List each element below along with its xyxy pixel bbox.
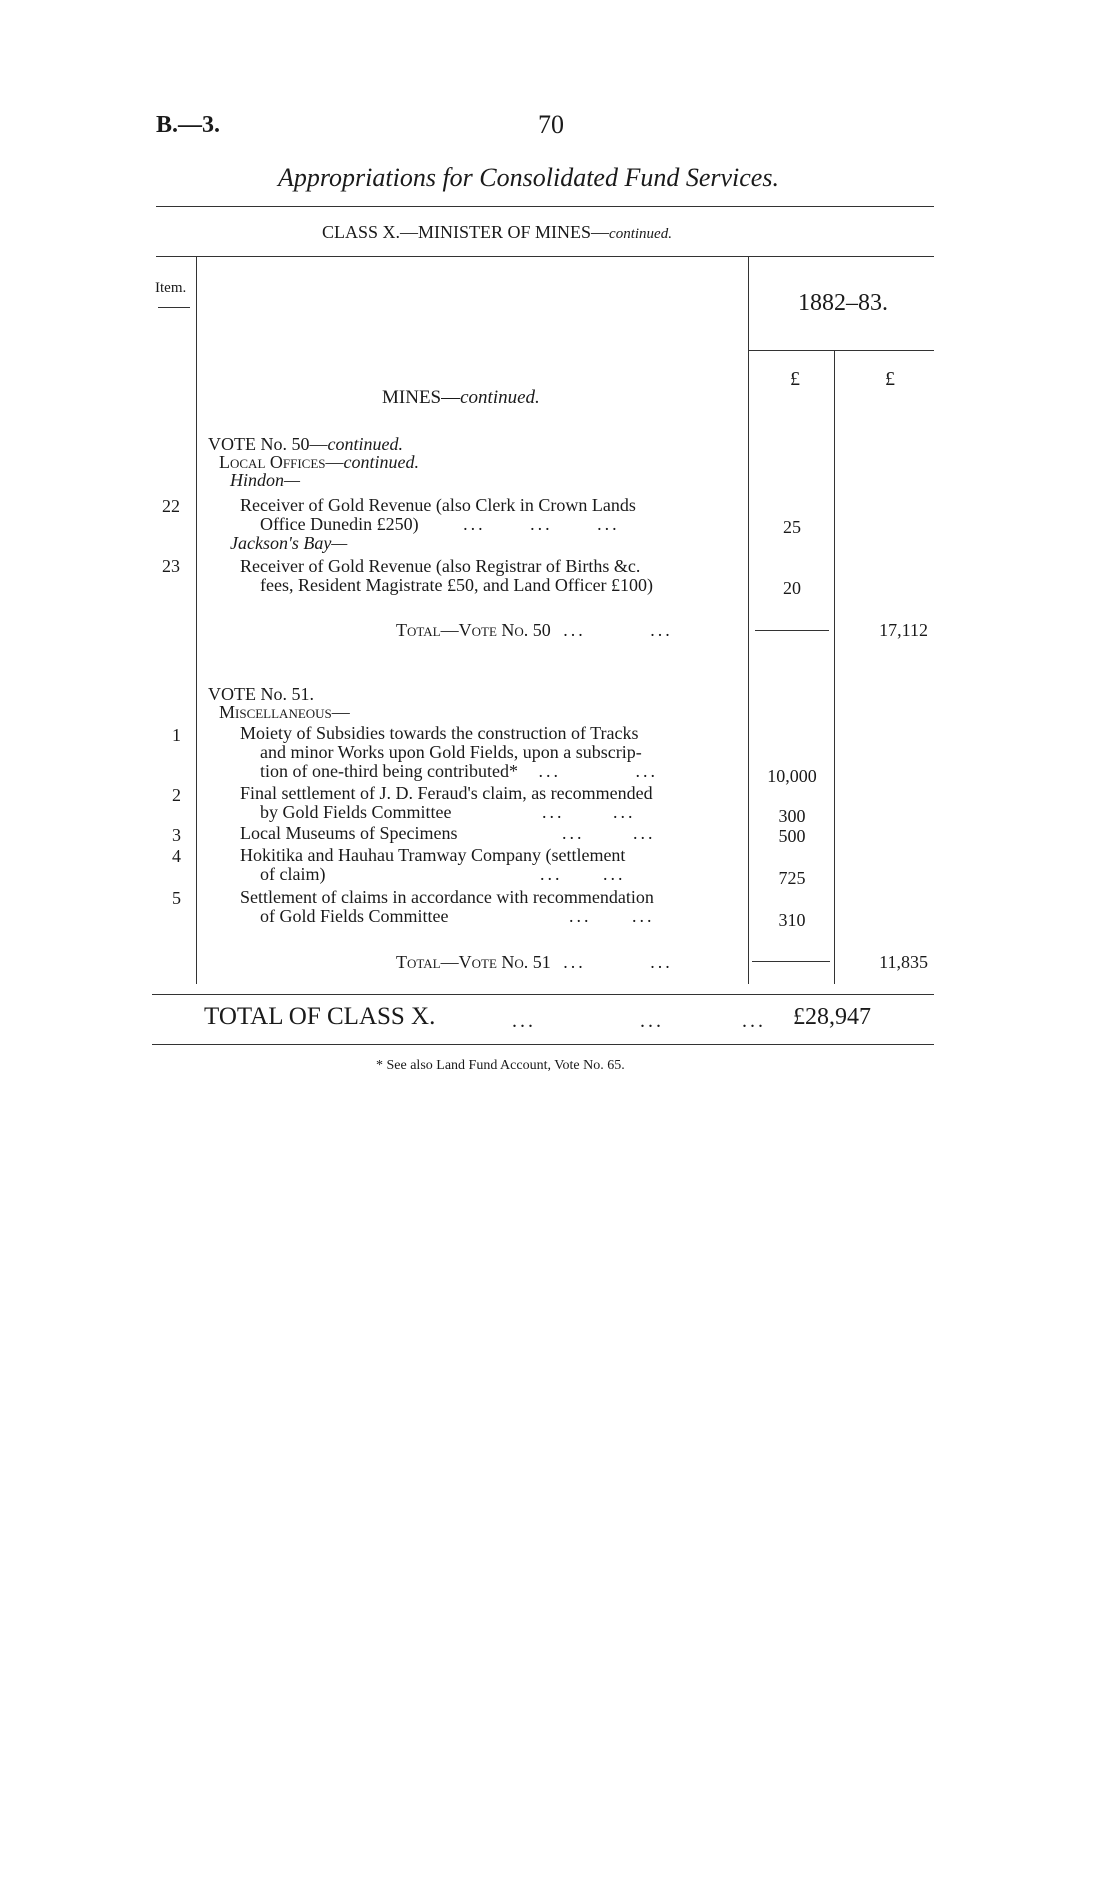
leader-dots: ... xyxy=(463,514,486,534)
vote51-total-amount: 11,835 xyxy=(879,952,928,972)
item-5-text-line1: Settlement of claims in accordance with recommendation xyxy=(240,887,654,907)
item-22-text-line1: Receiver of Gold Revenue (also Clerk in Crown Lands xyxy=(240,495,636,515)
year-header: 1882–83. xyxy=(798,290,888,316)
rule-table-bottom xyxy=(152,994,934,995)
item-23-text-line2: fees, Resident Magistrate £50, and Land Officer £100) xyxy=(260,575,654,595)
vote50-heading xyxy=(208,434,403,454)
item-3-text-line1 xyxy=(240,823,655,843)
item-1-amount: 10,000 xyxy=(767,766,817,786)
item-2-text-line2-label: by Gold Fields Committee xyxy=(260,802,452,822)
page-title: Appropriations for Consolidated Fund Services. xyxy=(278,163,779,192)
currency-col2-header: £ xyxy=(885,368,895,390)
class-heading-prefix: CLASS X.—MINISTER OF MINES— xyxy=(322,222,610,242)
vote50-subheading xyxy=(219,452,419,472)
item-1-text-line1: Moiety of Subsidies towards the construction of Tracks xyxy=(240,723,639,743)
item-1-number: 1 xyxy=(172,725,181,745)
item-5-text-line2 xyxy=(260,906,655,926)
item-3-text-line1-label: Local Museums of Specimens xyxy=(240,823,458,843)
place-hindon: Hindon— xyxy=(230,470,301,490)
item-4-number: 4 xyxy=(172,846,181,866)
vote50-total-label xyxy=(396,620,673,640)
amount-column-mid-divider xyxy=(834,350,835,984)
vote51-total-text: Total—Vote No. 51 xyxy=(396,952,551,972)
item-22-text-line2-label: Office Dunedin £250) xyxy=(260,514,419,534)
leader-dots: ... xyxy=(632,823,656,843)
place-jacksons-bay: Jackson's Bay— xyxy=(230,533,348,553)
item-4-amount: 725 xyxy=(778,868,806,888)
footnote: * See also Land Fund Account, Vote No. 65. xyxy=(376,1058,625,1073)
item-22-text-line2 xyxy=(260,514,620,534)
leader-dots: ... xyxy=(602,864,626,884)
item-5-number: 5 xyxy=(172,888,181,908)
rule-grand-total xyxy=(152,1044,934,1045)
leader-dots: ... xyxy=(563,952,586,972)
item-23-text-line1: Receiver of Gold Revenue (also Registrar of Births &c. xyxy=(240,556,641,576)
item-22-amount: 25 xyxy=(783,517,801,537)
class-heading-suffix: continued. xyxy=(609,226,672,242)
year-header-rule xyxy=(748,350,934,351)
leader-dots: ... xyxy=(563,620,586,640)
section-heading-suffix: continued. xyxy=(460,387,540,408)
leader-dots: ... xyxy=(569,906,592,926)
vote50-subheading-suffix: continued. xyxy=(343,452,419,472)
vote50-total-text: Total—Vote No. 50 xyxy=(396,620,551,640)
leader-dots: ... xyxy=(613,802,636,822)
grand-total-label: TOTAL OF CLASS X. xyxy=(204,1003,436,1030)
item-23-amount: 20 xyxy=(783,578,801,598)
vote51-heading: VOTE No. 51. xyxy=(208,684,314,704)
leader-dots: ... xyxy=(742,1010,766,1032)
section-heading xyxy=(382,387,540,409)
item-1-text-line3 xyxy=(260,761,658,781)
item-3-amount: 500 xyxy=(778,826,806,846)
item-1-text-line3-label: tion of one-third being contributed* xyxy=(260,761,518,781)
vote50-total-amount: 17,112 xyxy=(879,620,928,640)
item-column-divider xyxy=(196,257,197,984)
item-4-text-line2-label: of claim) xyxy=(260,864,326,884)
vote50-subheading-prefix: Local Offices— xyxy=(219,452,344,472)
item-column-header: Item. xyxy=(155,280,187,296)
leader-dots: ... xyxy=(640,1010,664,1032)
item-2-number: 2 xyxy=(172,785,181,805)
item-2-amount: 300 xyxy=(778,806,806,826)
item-2-text-line1: Final settlement of J. D. Feraud's claim, as recommended xyxy=(240,783,653,803)
vote51-subtotal-rule xyxy=(752,961,830,962)
leader-dots: ... xyxy=(632,906,655,926)
page-ref: B.—3. xyxy=(156,112,221,138)
item-22-number: 22 xyxy=(162,496,180,516)
class-heading xyxy=(322,222,672,243)
item-3-number: 3 xyxy=(172,825,181,845)
item-header-underline xyxy=(158,307,190,308)
grand-total-amount: £28,947 xyxy=(793,1004,871,1030)
leader-dots: ... xyxy=(561,823,585,843)
vote50-heading-prefix: VOTE No. 50— xyxy=(208,434,328,454)
leader-dots: ... xyxy=(635,761,658,781)
item-23-number: 23 xyxy=(162,556,180,576)
item-2-text-line2 xyxy=(260,802,636,822)
vote50-heading-suffix: continued. xyxy=(327,434,403,454)
item-4-text-line1: Hokitika and Hauhau Tramway Company (settlement xyxy=(240,845,626,865)
leader-dots: ... xyxy=(597,514,620,534)
vote51-subheading: Miscellaneous— xyxy=(219,702,350,722)
vote50-subtotal-rule xyxy=(755,630,829,631)
section-heading-prefix: MINES— xyxy=(382,387,461,408)
leader-dots: ... xyxy=(530,514,553,534)
item-4-text-line2 xyxy=(260,864,625,884)
item-5-text-line2-label: of Gold Fields Committee xyxy=(260,906,449,926)
amount-column-left-divider xyxy=(748,257,749,984)
leader-dots: ... xyxy=(538,761,561,781)
vote51-total-label xyxy=(396,952,673,972)
leader-dots: ... xyxy=(512,1010,536,1032)
page-number: 70 xyxy=(538,110,564,139)
leader-dots: ... xyxy=(650,620,673,640)
leader-dots: ... xyxy=(542,802,565,822)
rule-table-top xyxy=(156,256,934,257)
currency-col1-header: £ xyxy=(790,368,800,390)
leader-dots: ... xyxy=(650,952,673,972)
item-1-text-line2: and minor Works upon Gold Fields, upon a subscrip- xyxy=(260,742,642,762)
leader-dots: ... xyxy=(539,864,563,884)
rule-top xyxy=(156,206,934,207)
item-5-amount: 310 xyxy=(778,910,806,930)
